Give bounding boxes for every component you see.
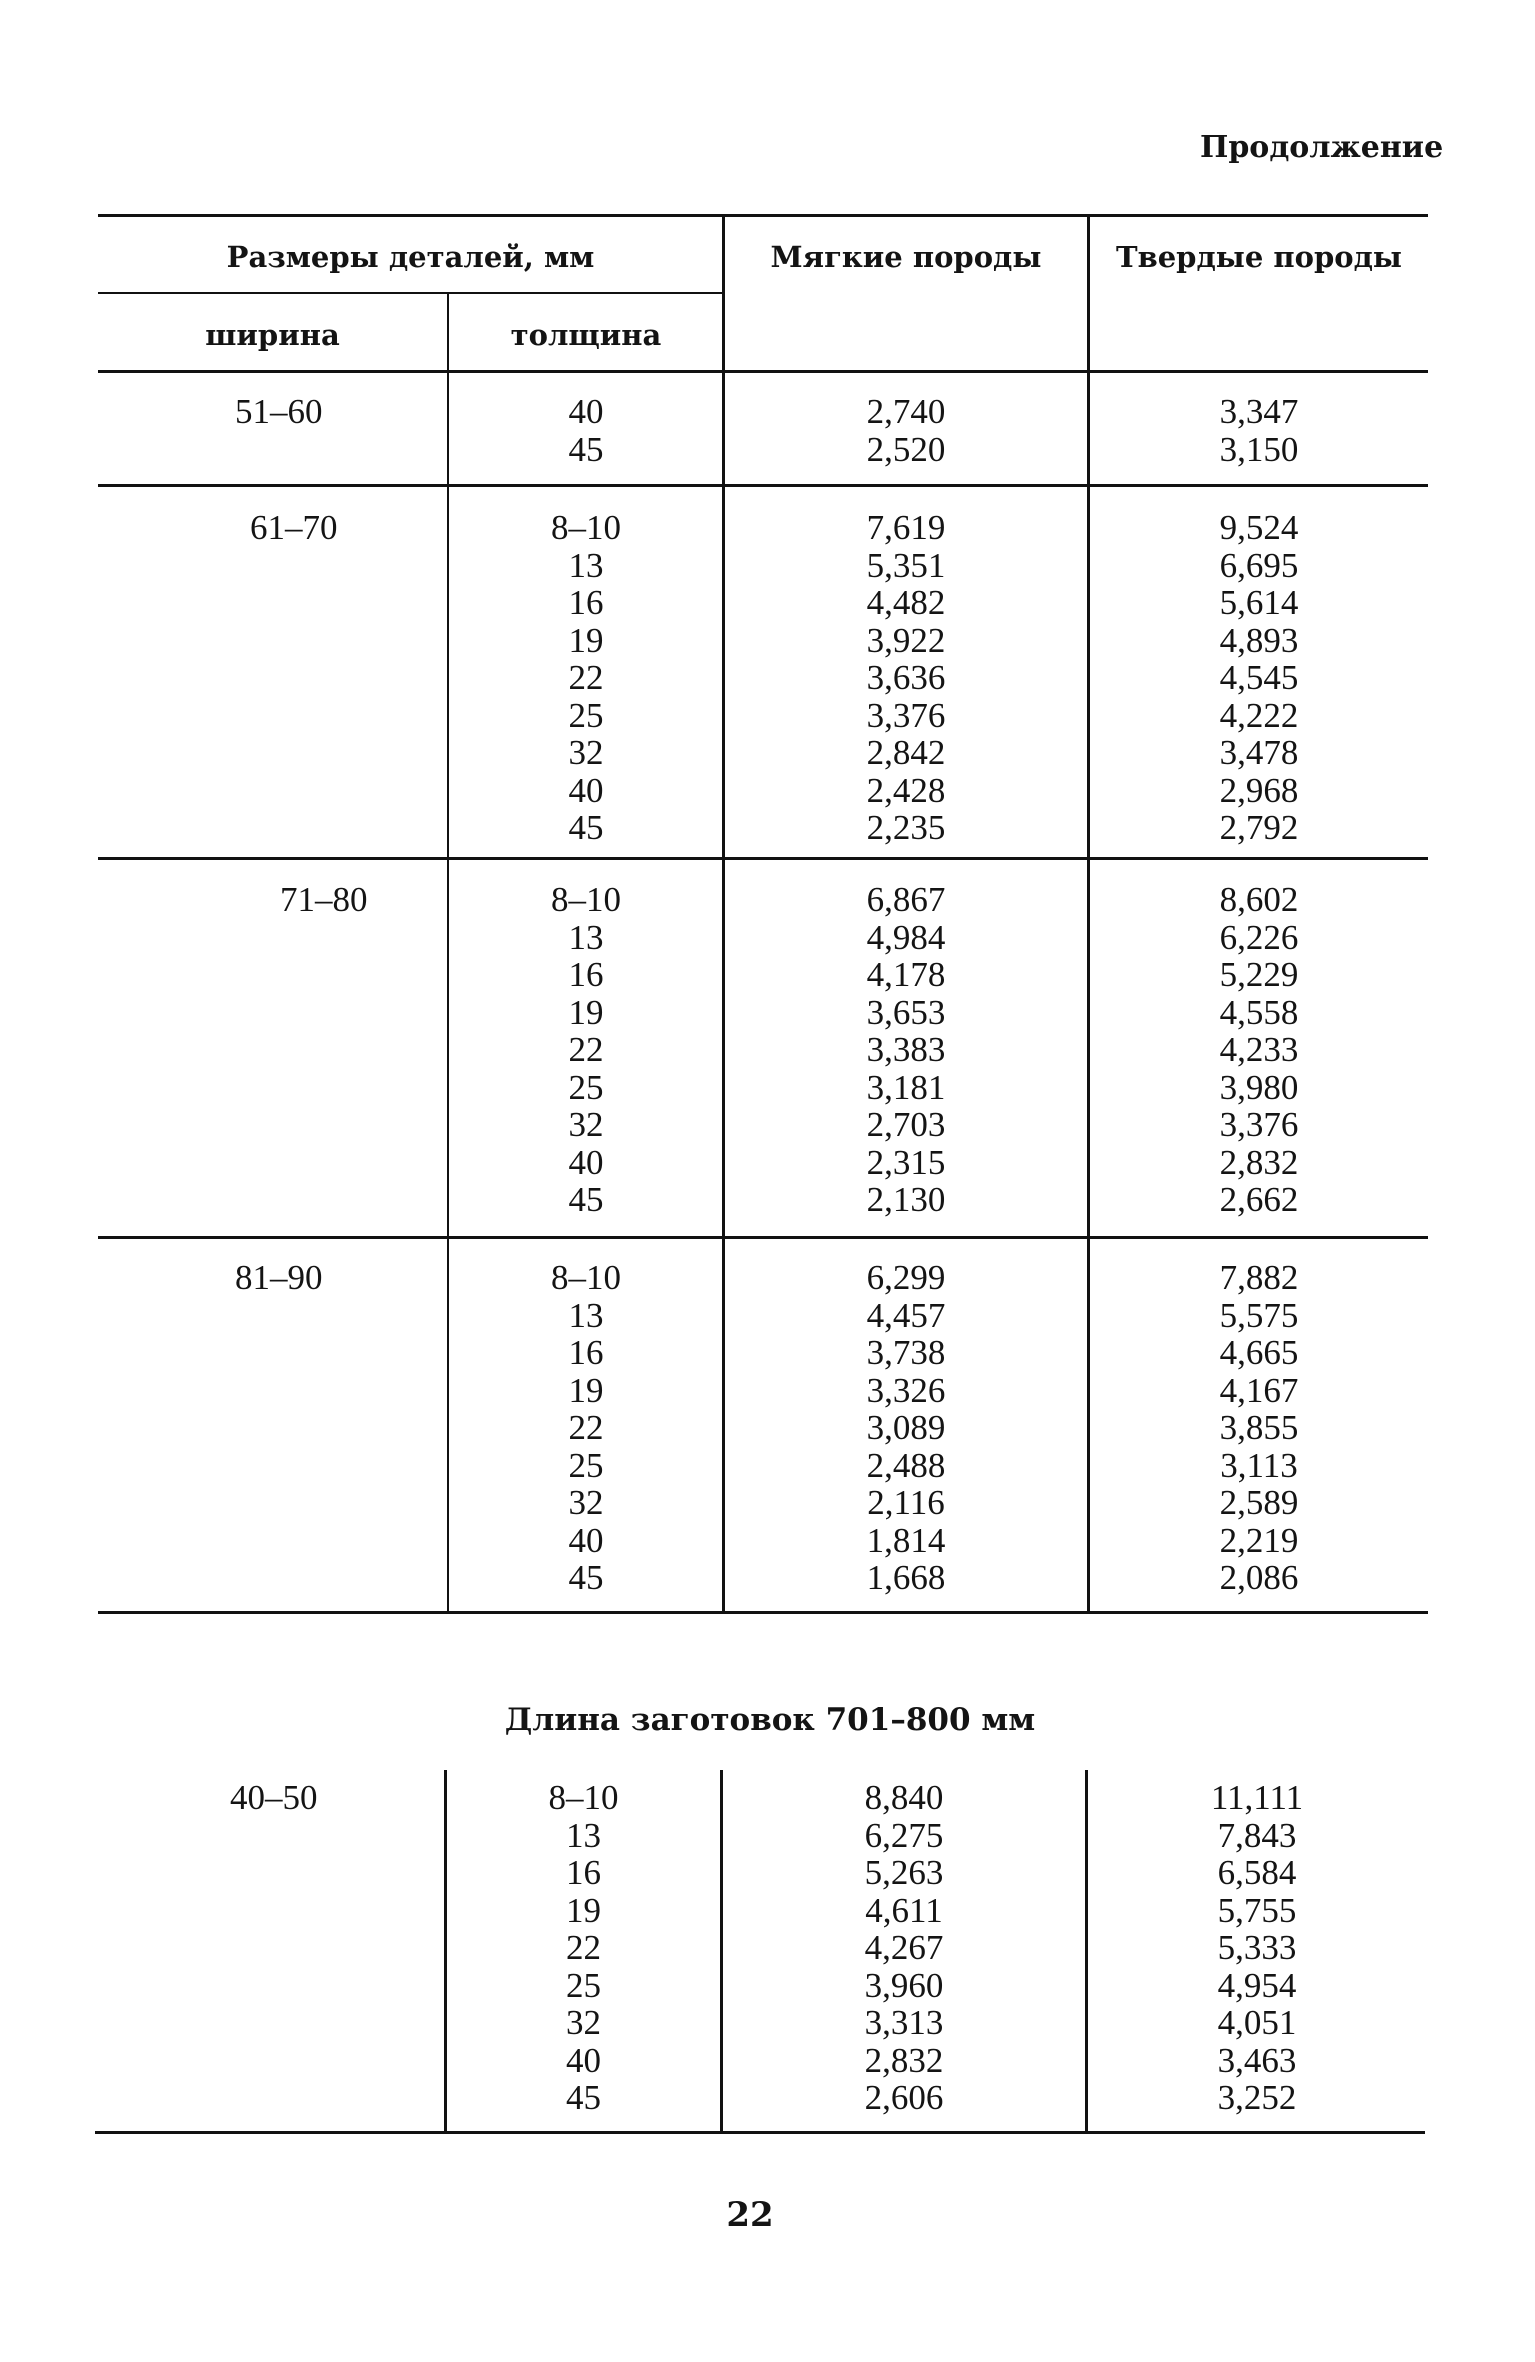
table-cell: 40 xyxy=(566,2040,601,2080)
table-cell: 2,832 xyxy=(864,2040,944,2080)
hard-column xyxy=(1090,393,1428,468)
table-cell: 1,668 xyxy=(866,1558,946,1597)
table-cell: 2,488 xyxy=(866,1445,946,1485)
table-cell: 6,867 xyxy=(866,880,946,919)
table-cell: 11,111 xyxy=(1210,1778,1304,1817)
table-cell: 45 xyxy=(568,429,604,469)
table-cell: 19 xyxy=(568,992,604,1032)
table-cell: 2,832 xyxy=(1219,1142,1299,1182)
table-cell: 2,703 xyxy=(866,1105,946,1144)
table-cell: 4,051 xyxy=(1217,2003,1297,2042)
continuation-label: Продолжение xyxy=(1200,130,1444,165)
table-cell: 3,113 xyxy=(1220,1445,1298,1485)
section-title: Длина заготовок 701–800 мм xyxy=(504,1702,1036,1738)
header-subrule xyxy=(98,292,723,294)
hard-column xyxy=(1090,1259,1428,1597)
soft-column xyxy=(723,1779,1085,2117)
table-cell: 22 xyxy=(568,658,604,697)
group-divider xyxy=(98,484,1428,487)
table-cell: 25 xyxy=(568,1445,604,1485)
table-cell: 5,263 xyxy=(864,1853,944,1892)
table-cell: 32 xyxy=(568,733,604,772)
table-cell: 32 xyxy=(568,1483,604,1522)
table-cell: 5,575 xyxy=(1219,1295,1299,1335)
thickness-column xyxy=(447,1779,720,2117)
table-cell: 19 xyxy=(566,1890,601,1930)
header-sizes: Размеры деталей, мм xyxy=(226,240,595,274)
table-cell: 3,181 xyxy=(866,1067,946,1107)
table-cell: 22 xyxy=(566,1928,601,1967)
table-cell: 45 xyxy=(568,1180,604,1219)
table-cell: 25 xyxy=(568,1067,604,1107)
table-cell: 3,922 xyxy=(866,620,946,660)
hard-column xyxy=(1088,1779,1426,2117)
table-cell: 45 xyxy=(568,1558,604,1597)
table-cell: 16 xyxy=(568,583,604,622)
table-cell: 4,665 xyxy=(1219,1333,1299,1372)
table-cell: 16 xyxy=(568,955,604,994)
header-soft-wood: Мягкие породы xyxy=(770,240,1042,274)
table-cell: 3,376 xyxy=(1219,1105,1299,1144)
table-top-rule xyxy=(98,214,1428,217)
table-cell: 6,226 xyxy=(1219,917,1299,957)
table-cell: 3,478 xyxy=(1219,733,1299,772)
table-cell: 3,463 xyxy=(1217,2040,1297,2080)
table-cell: 3,960 xyxy=(864,1965,944,2005)
table-cell: 8–10 xyxy=(551,1258,621,1297)
table-cell: 3,855 xyxy=(1219,1408,1299,1447)
table-cell: 3,089 xyxy=(866,1408,946,1447)
table-cell: 2,740 xyxy=(866,392,946,431)
table-cell: 19 xyxy=(568,1370,604,1410)
table-cell: 4,558 xyxy=(1219,992,1299,1032)
table-cell: 2,315 xyxy=(866,1142,946,1182)
table-cell: 7,843 xyxy=(1217,1815,1297,1855)
group-width-label: 71–80 xyxy=(280,880,368,919)
table-cell: 13 xyxy=(568,917,604,957)
table-cell: 2,589 xyxy=(1219,1483,1299,1522)
table-cell: 6,275 xyxy=(864,1815,944,1855)
table-cell: 5,333 xyxy=(1217,1928,1297,1967)
table-cell: 4,457 xyxy=(866,1295,946,1335)
table-cell: 8,840 xyxy=(864,1778,944,1817)
table-cell: 19 xyxy=(568,620,604,660)
table-bottom-rule xyxy=(95,2131,1425,2134)
table-cell: 3,980 xyxy=(1219,1067,1299,1107)
table-cell: 40 xyxy=(568,1142,604,1182)
table-cell: 4,267 xyxy=(864,1928,944,1967)
table-cell: 22 xyxy=(568,1408,604,1447)
table-cell: 4,233 xyxy=(1219,1030,1299,1069)
table-cell: 1,814 xyxy=(866,1520,946,1560)
table-cell: 6,299 xyxy=(866,1258,946,1297)
table-cell: 5,755 xyxy=(1217,1890,1297,1930)
table-cell: 3,738 xyxy=(866,1333,946,1372)
table-cell: 2,606 xyxy=(864,2078,944,2117)
table-cell: 2,235 xyxy=(866,808,946,847)
table-cell: 2,116 xyxy=(867,1483,945,1522)
table-cell: 13 xyxy=(568,545,604,585)
table-cell: 2,428 xyxy=(866,770,946,810)
table-cell: 45 xyxy=(568,808,604,847)
table-cell: 4,611 xyxy=(865,1890,943,1930)
table-cell: 4,178 xyxy=(866,955,946,994)
group-divider xyxy=(98,857,1428,860)
table-cell: 6,695 xyxy=(1219,545,1299,585)
table-cell: 3,347 xyxy=(1219,392,1299,431)
table-cell: 2,520 xyxy=(866,429,946,469)
table-cell: 2,130 xyxy=(866,1180,946,1219)
soft-column xyxy=(725,393,1087,468)
header-bottom-rule xyxy=(98,370,1428,373)
hard-column xyxy=(1090,509,1428,847)
thickness-column xyxy=(449,393,723,468)
table-cell: 45 xyxy=(566,2078,601,2117)
table-cell: 4,893 xyxy=(1219,620,1299,660)
table-cell: 5,229 xyxy=(1219,955,1299,994)
table-cell: 13 xyxy=(568,1295,604,1335)
group-width-label: 40–50 xyxy=(230,1778,318,1817)
table-bottom-rule xyxy=(98,1611,1428,1614)
table-cell: 8,602 xyxy=(1219,880,1299,919)
group-width-label: 81–90 xyxy=(235,1258,323,1297)
table-cell: 4,984 xyxy=(866,917,946,957)
group-width-label: 51–60 xyxy=(235,392,323,431)
thickness-column xyxy=(449,1259,723,1597)
table-cell: 22 xyxy=(568,1030,604,1069)
table-cell: 3,150 xyxy=(1219,429,1299,469)
table-cell: 2,792 xyxy=(1219,808,1299,847)
header-width: ширина xyxy=(205,318,340,352)
header-hard-wood: Твердые породы xyxy=(1116,240,1402,274)
table-cell: 3,313 xyxy=(864,2003,944,2042)
table-cell: 4,545 xyxy=(1219,658,1299,697)
soft-column xyxy=(725,509,1087,847)
table-cell: 4,954 xyxy=(1217,1965,1297,2005)
table-cell: 16 xyxy=(566,1853,601,1892)
group-divider xyxy=(98,1236,1428,1239)
table-cell: 2,662 xyxy=(1219,1180,1299,1219)
table-cell: 3,326 xyxy=(866,1370,946,1410)
table-cell: 3,252 xyxy=(1217,2078,1297,2117)
page-number: 22 xyxy=(726,2195,774,2235)
hard-column xyxy=(1090,881,1428,1219)
table-cell: 3,653 xyxy=(866,992,946,1032)
table-cell: 7,619 xyxy=(866,508,946,547)
soft-column xyxy=(725,881,1087,1219)
table-cell: 2,842 xyxy=(866,733,946,772)
header-thickness: толщина xyxy=(510,318,662,352)
soft-column xyxy=(725,1259,1087,1597)
table-cell: 5,351 xyxy=(866,545,946,585)
table-cell: 7,882 xyxy=(1219,1258,1299,1297)
table-cell: 9,524 xyxy=(1219,508,1299,547)
table-cell: 3,636 xyxy=(866,658,946,697)
table-cell: 6,584 xyxy=(1217,1853,1297,1892)
table-cell: 25 xyxy=(568,695,604,735)
table-cell: 8–10 xyxy=(551,508,621,547)
table-cell: 2,086 xyxy=(1219,1558,1299,1597)
table-cell: 3,383 xyxy=(866,1030,946,1069)
table-cell: 8–10 xyxy=(548,1778,619,1817)
table-cell: 13 xyxy=(566,1815,601,1855)
table-cell: 5,614 xyxy=(1219,583,1299,622)
thickness-column xyxy=(449,509,723,847)
table-cell: 40 xyxy=(568,392,604,431)
table-cell: 4,167 xyxy=(1219,1370,1299,1410)
table-cell: 4,222 xyxy=(1219,695,1299,735)
table-cell: 8–10 xyxy=(551,880,621,919)
table-cell: 2,968 xyxy=(1219,770,1299,810)
table-cell: 2,219 xyxy=(1219,1520,1299,1560)
table-cell: 32 xyxy=(568,1105,604,1144)
table-cell: 3,376 xyxy=(866,695,946,735)
table-cell: 40 xyxy=(568,770,604,810)
thickness-column xyxy=(449,881,723,1219)
table-cell: 4,482 xyxy=(866,583,946,622)
table-cell: 25 xyxy=(566,1965,601,2005)
table-cell: 32 xyxy=(566,2003,601,2042)
group-width-label: 61–70 xyxy=(250,508,338,547)
table-cell: 16 xyxy=(568,1333,604,1372)
table-cell: 40 xyxy=(568,1520,604,1560)
